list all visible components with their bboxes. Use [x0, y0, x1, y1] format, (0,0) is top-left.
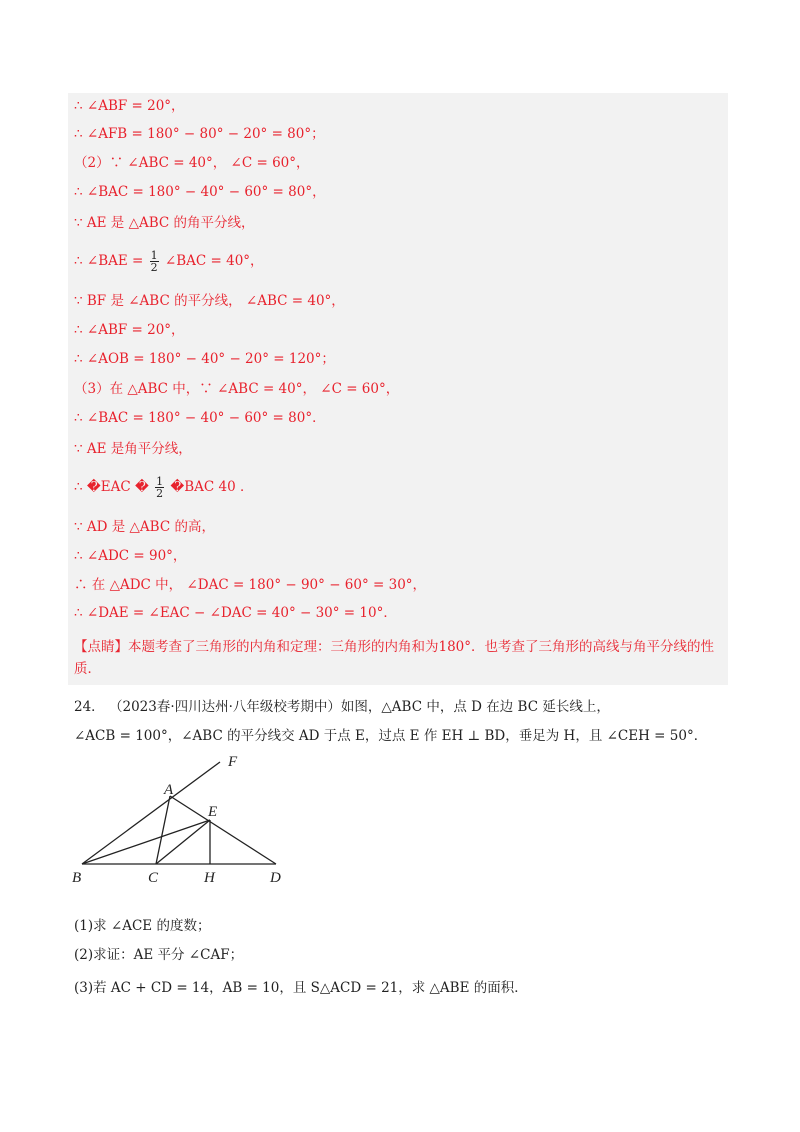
dianjing-note: 【点睛】本题考查了三角形的内角和定理：三角形的内角和为180°．也考查了三角形的高线与角平分线的性质． [74, 639, 715, 677]
line-6-head: ∴ ∠BAE = [74, 253, 148, 269]
question-header [74, 698, 610, 716]
fraction-denominator-2: 2 [156, 487, 164, 500]
question-number: 24． [74, 699, 105, 715]
label-D: D [270, 870, 281, 886]
segment-BE [82, 820, 210, 864]
solution-line-16: ∴ 在 △ADC 中， ∠DAC = 180° − 90° − 60° = 30°， [74, 577, 427, 593]
label-B: B [72, 870, 82, 886]
label-A: A [164, 782, 174, 798]
solution-line-4: ∴ ∠BAC = 180° − 40° − 60° = 80°， [74, 184, 326, 200]
solution-line-17: ∴ ∠DAE = ∠EAC − ∠DAC = 40° − 30° = 10°． [74, 605, 397, 621]
label-F: F [228, 754, 238, 770]
solution-line-12: ∵ AE 是角平分线， [74, 441, 192, 457]
solution-line-3: （2）∵ ∠ABC = 40°， ∠C = 60°， [74, 155, 310, 171]
fraction-half-2 [155, 476, 164, 499]
solution-line-5: ∵ AE 是 △ABC 的角平分线， [74, 215, 255, 231]
solution-line-6 [74, 250, 264, 273]
fraction-numerator-2: 1 [156, 475, 164, 488]
solution-line-7: ∵ BF 是 ∠ABC 的平分线， ∠ABC = 40°， [74, 293, 345, 309]
line-13-head: ∴ �EAC � [74, 479, 149, 495]
question-line-2: ∠ACB = 100°，∠ABC 的平分线交 AD 于点 E，过点 E 作 EH ⊥ BD，垂足为 H，且 ∠CEH = 50°． [74, 728, 708, 744]
segment-AD [170, 796, 276, 864]
solution-line-13 [74, 476, 254, 499]
solution-line-15: ∴ ∠ADC = 90°， [74, 548, 187, 564]
sub-question-1: (1)求 ∠ACE 的度数； [74, 918, 211, 934]
solution-line-1: ∴ ∠ABF = 20°， [74, 98, 185, 114]
label-E: E [208, 804, 218, 820]
solution-line-2: ∴ ∠AFB = 180° − 80° − 20° = 80°； [74, 126, 325, 142]
label-C: C [148, 870, 159, 886]
solution-line-10: （3）在 △ABC 中，∵ ∠ABC = 40°， ∠C = 60°， [74, 381, 400, 397]
line-6-tail: ∠BAC = 40°， [164, 253, 264, 269]
solution-line-14: ∵ AD 是 △ABC 的高， [74, 519, 215, 535]
label-H: H [204, 870, 215, 886]
fraction-half [150, 250, 159, 273]
line-13-tail: �BAC 40 ． [170, 479, 254, 495]
segment-BF [82, 762, 220, 864]
solution-line-11: ∴ ∠BAC = 180° − 40° − 60° = 80°． [74, 410, 326, 426]
solution-line-9: ∴ ∠AOB = 180° − 40° − 20° = 120°； [74, 351, 335, 367]
solution-line-8: ∴ ∠ABF = 20°， [74, 322, 185, 338]
question-source: （2023春·四川达州·八年级校考期中）如图，△ABC 中，点 D 在边 BC 延长线上， [108, 699, 610, 715]
sub-question-2: (2)求证：AE 平分 ∠CAF； [74, 947, 244, 963]
fraction-denominator: 2 [150, 261, 158, 274]
geometry-figure [72, 752, 302, 888]
fraction-numerator: 1 [150, 249, 158, 262]
sub-question-3: (3)若 AC + CD = 14，AB = 10，且 S△ACD = 21，求 △ABE 的面积． [74, 980, 528, 996]
